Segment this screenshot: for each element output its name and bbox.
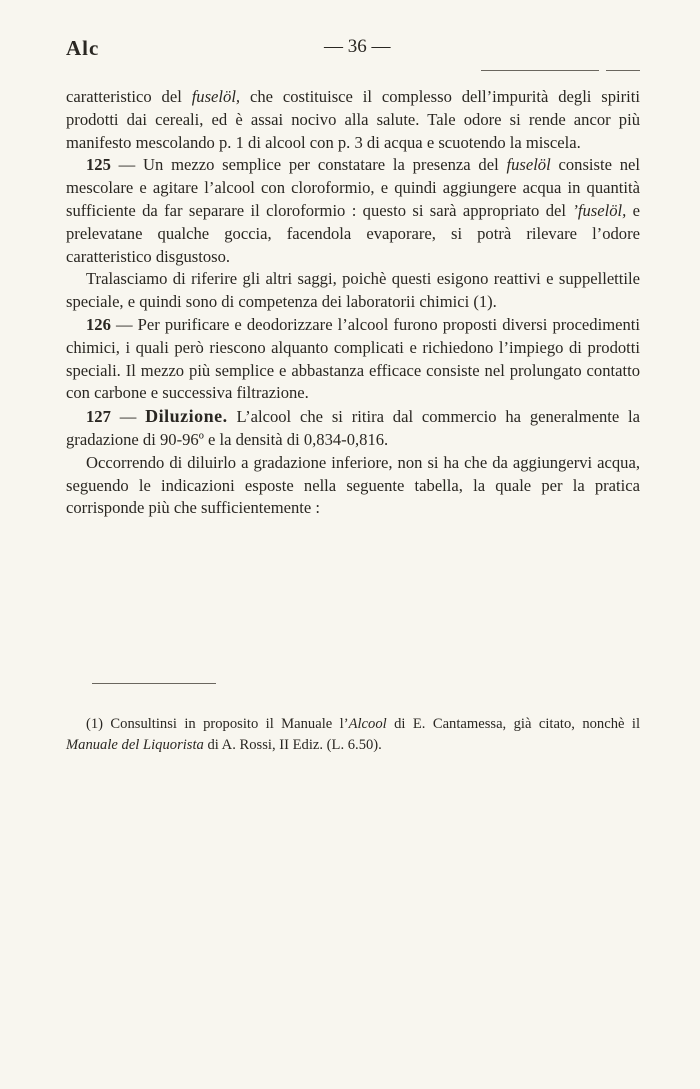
- paragraph-127: 127 — Diluzione. L’alcool che si ritira dal commercio ha generalmente la gradazione di 90-96º e la densità di 0,834-0,816.: [66, 406, 641, 449]
- page-number: — 36 —: [324, 36, 391, 57]
- running-head: Alc: [66, 36, 100, 60]
- section-title: Diluzione.: [145, 406, 228, 427]
- section-number: 125: [86, 155, 111, 175]
- header-rule-left: [481, 70, 599, 71]
- italic-title: Manuale del Liquorista: [66, 737, 204, 753]
- header-rule-right: [606, 70, 640, 71]
- italic-title: Alcool: [348, 716, 387, 732]
- page-header: [66, 36, 640, 66]
- italic-term: fuselöl: [506, 155, 551, 175]
- paragraph-125: 125 — Un mezzo semplice per constatare la presenza del fuselöl consiste nel mescolare e agitare l’alcool con cloroformio, e quindi aggiungere acqua in quantità sufficiente da far separare il cloroformio : questo si sarà appropriato del ’fuselöl, e prelevatane qualche goccia, facendola evaporare, si potrà rilevare l’odore caratteristico disgustoso.: [66, 155, 641, 266]
- italic-term: fuselöl,: [191, 87, 241, 106]
- body-text: [66, 86, 640, 520]
- italic-term: ’fuselöl,: [572, 200, 627, 220]
- paragraph-126: 126 — Per purificare e deodorizzare l’alcool furono proposti diversi procedimenti chimici, i quali però riescono alquanto complicati e richiedono l’impiego di prodotti speciali. Il mezzo più semplice e abbastanza efficace consiste nel prolungato contatto con carbone e successiva filtrazione.: [66, 314, 640, 403]
- paragraph-occorrendo: Occorrendo di diluirlo a gradazione inferiore, non si ha che da aggiungervi acqua, seguendo le indicazioni esposte nella seguente tabella, la quale per la pratica corrisponde più che sufficientemente :: [66, 452, 640, 518]
- section-number: 126: [86, 314, 111, 334]
- footnote: (1) Consultinsi in proposito il Manuale l’Alcool di E. Cantamessa, già citato, nonchè il Manuale del Liquorista di A. Rossi, II Ediz. (L. 6.50).: [66, 716, 640, 753]
- paragraph-1: caratteristico del fuselöl, che costituisce il complesso dell’impurità degli spiriti prodotti dai cereali, ed è assai nocivo alla salute. Tale odore si rende ancor più manifesto mescolando p. 1 di alcool con p. 3 di acqua e scuotendo la miscela.: [66, 87, 640, 152]
- footnote-rule: [92, 683, 216, 684]
- paragraph-tralasciamo: Tralasciamo di riferire gli altri saggi, poichè questi esigono reattivi e suppellettile speciale, e quindi sono di competenza dei laboratorii chimici (1).: [66, 269, 640, 312]
- section-number: 127: [86, 407, 111, 427]
